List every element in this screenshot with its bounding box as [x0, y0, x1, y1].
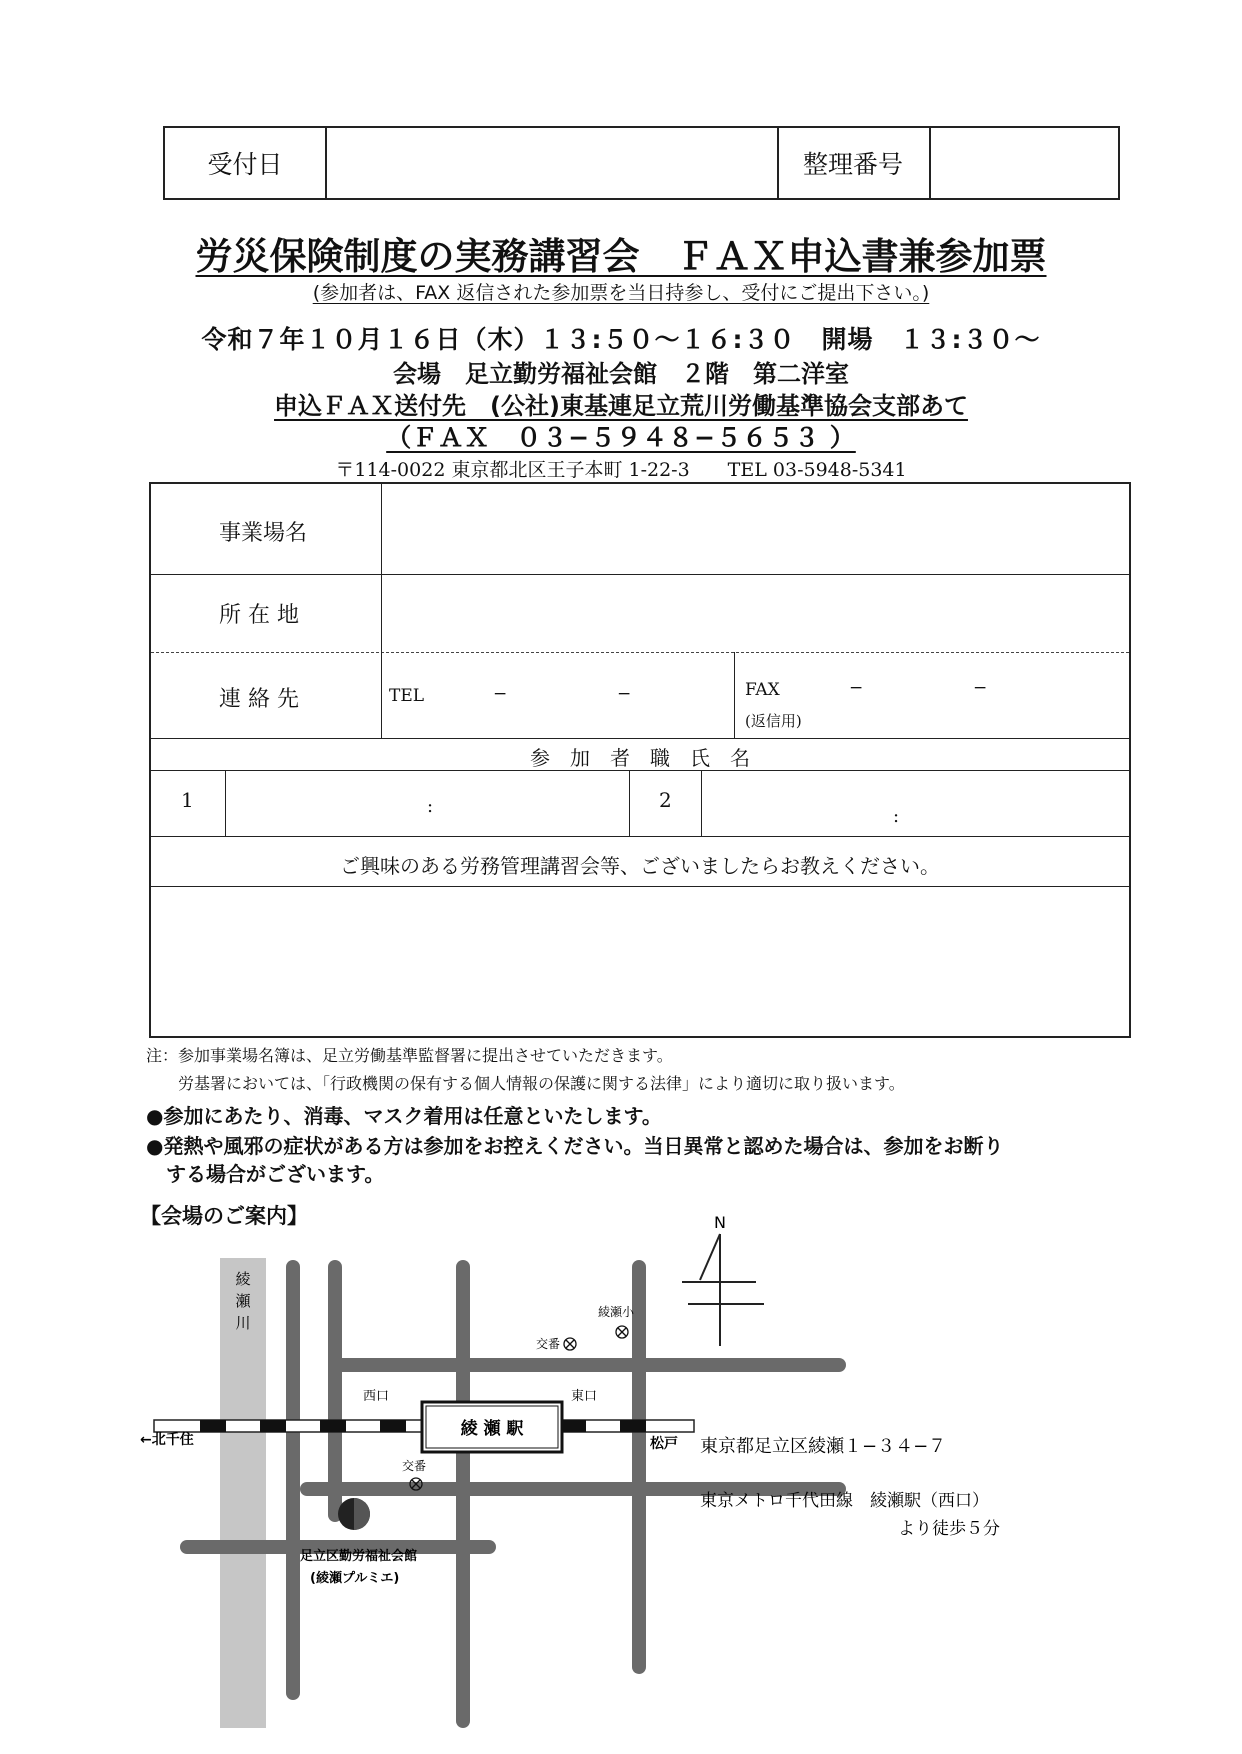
- to-matsudo-label: 松戸: [650, 1436, 678, 1452]
- participant-2-field[interactable]: [703, 772, 1127, 834]
- north-arrow-icon: [682, 1234, 764, 1346]
- bullet-symptoms-1: ●発熱や風邪の症状がある方は参加をお控えください。当日異常と認めた場合は、参加をお断り: [146, 1134, 1004, 1158]
- tel-dash-2: −: [617, 684, 632, 704]
- to-kitasenju-label: ←北千住: [140, 1432, 194, 1448]
- note-line-2: 労基署においては、「行政機関の保有する個人情報の保護に関する法律」により適切に取り扱います。: [178, 1074, 905, 1093]
- fax-destination: 申込ＦＡＸ送付先 (公社)東基連足立荒川労働基準協会支部あて: [274, 392, 968, 420]
- interest-field[interactable]: [153, 888, 1127, 1036]
- east-exit-label: 東口: [570, 1389, 598, 1404]
- receipt-box: [163, 126, 1120, 200]
- tel-field[interactable]: [431, 656, 731, 736]
- location-label: 所 在 地: [219, 603, 299, 628]
- walk-time: より徒歩５分: [898, 1519, 1000, 1539]
- business-name-field[interactable]: [383, 484, 1129, 574]
- receipt-number-field[interactable]: [931, 128, 1118, 198]
- venue-map: [140, 1208, 1100, 1728]
- fax-label: FAX: [745, 680, 780, 700]
- school-label: 綾瀬小: [597, 1305, 635, 1319]
- koban-icon: [564, 1338, 576, 1350]
- koban-label-south: 交番: [401, 1459, 427, 1473]
- bullet-disinfection: ●参加にあたり、消毒、マスク着用は任意といたします。: [146, 1104, 662, 1128]
- access-line: 東京メトロ千代田線 綾瀬駅（西口）: [700, 1491, 989, 1511]
- participant-2-colon: :: [893, 806, 900, 827]
- koban-label-north: 交番: [535, 1337, 560, 1351]
- privacy-notes: [146, 1042, 905, 1098]
- west-exit-label: 西口: [362, 1389, 390, 1404]
- page-title: 労災保険制度の実務講習会 ＦＡＸ申込書兼参加票: [195, 235, 1047, 278]
- fax-field[interactable]: [791, 656, 1127, 736]
- participant-2-number: 2: [659, 788, 672, 812]
- event-venue: 会場 足立勤労福祉会館 ２階 第二洋室: [393, 360, 849, 388]
- event-date: 令和７年１０月１６日（木）１３:５０〜１６:３０ 開場 １３:３０〜: [201, 325, 1041, 354]
- venue-address: 東京都足立区綾瀬１−３４−７: [700, 1436, 947, 1457]
- participants-header: 参 加 者 職 氏 名: [530, 746, 750, 770]
- contact-label: 連 絡 先: [219, 687, 299, 712]
- river-char-3: 川: [235, 1314, 251, 1332]
- receipt-number-label: 整理番号: [802, 150, 903, 179]
- venue-hall-name: 足立区勤労福祉会館: [300, 1549, 418, 1564]
- fax-number: （ＦＡＸ ０３−５９４８−５６５３ ）: [386, 423, 856, 452]
- association-address: 〒114-0022 東京都北区王子本町 1-22-3 TEL 03-5948-5341: [335, 459, 907, 481]
- river-char-2: 瀬: [235, 1292, 251, 1310]
- fax-dash-1: −: [849, 678, 864, 698]
- business-name-label: 事業場名: [219, 521, 308, 546]
- submission-note: (参加者は、FAX 返信された参加票を当日持参し、受付にご提出下さい。): [312, 282, 930, 304]
- tel-label: TEL: [389, 686, 425, 706]
- north-label: N: [714, 1213, 726, 1232]
- location-field[interactable]: [383, 576, 1129, 652]
- river-char-1: 綾: [235, 1270, 251, 1288]
- participant-1-field[interactable]: [227, 772, 627, 834]
- map-heading: 【会場のご案内】: [140, 1204, 308, 1228]
- tel-dash-1: −: [493, 684, 508, 704]
- receipt-date-field[interactable]: [327, 128, 777, 198]
- venue-hall-alias: (綾瀬プルミエ): [310, 1571, 400, 1586]
- fax-dash-2: −: [973, 678, 988, 698]
- interest-prompt: ご興味のある労務管理講習会等、ございましたらお教えください。: [340, 854, 940, 878]
- bullet-symptoms-2: する場合がございます。: [166, 1162, 385, 1186]
- school-icon: [616, 1326, 628, 1338]
- fax-reply-label: (返信用): [745, 712, 802, 730]
- station-name: 綾 瀬 駅: [460, 1419, 524, 1439]
- venue-marker-icon: [338, 1498, 370, 1530]
- participant-1-number: 1: [181, 788, 194, 812]
- note-line-1: 注：参加事業場名簿は、足立労働基準監督署に提出させていただきます。: [146, 1046, 673, 1065]
- receipt-date-label: 受付日: [207, 150, 283, 179]
- participant-1-colon: :: [427, 796, 434, 817]
- registration-form: [149, 482, 1131, 1038]
